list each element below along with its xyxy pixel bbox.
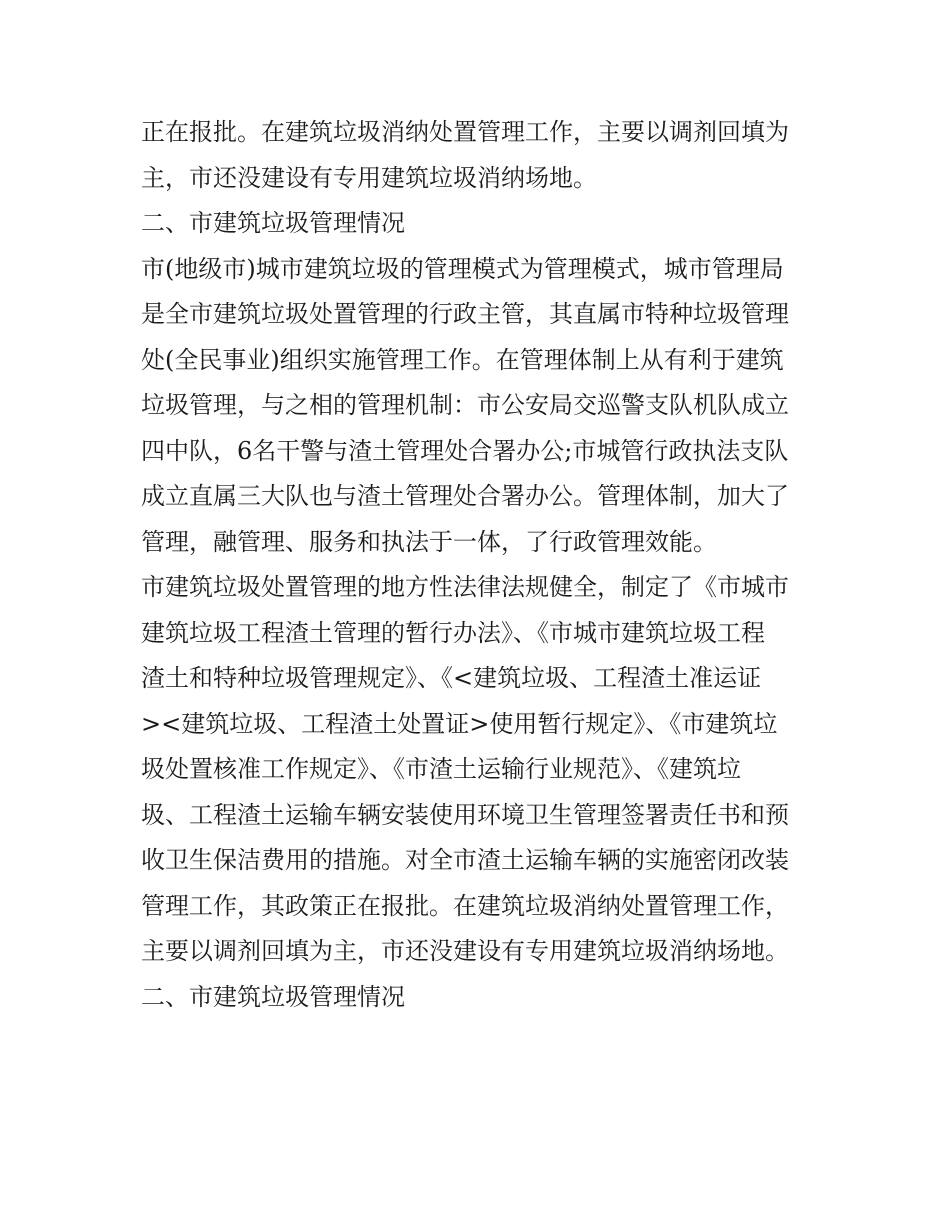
body-text — [141, 110, 813, 1020]
text-line: 处(全民事业)组织实施管理工作。在管理体制上从有利于建筑 — [141, 345, 784, 374]
text-line: 垃圾管理，与之相的管理机制：市公安局交巡警支队机队成立 — [141, 391, 789, 419]
section-heading: 二、市建筑垃圾管理情况 — [141, 209, 405, 237]
text-line: 正在报批。在建筑垃圾消纳处置管理工作，主要以调剂回填为 — [141, 118, 789, 146]
text-line: 主，市还没建设有专用建筑垃圾消纳场地。 — [141, 163, 597, 192]
text-line: 管理，融管理、服务和执法于一体，了行政管理效能。 — [141, 527, 717, 556]
text-line: 四中队，6名干警与渣土管理处合署办公;市城管行政执法支队 — [141, 436, 789, 465]
text-line: 建筑垃圾工程渣土管理的暂行办法》、《市城市建筑垃圾工程 — [141, 618, 765, 647]
section-heading: 二、市建筑垃圾管理情况 — [141, 982, 405, 1011]
text-line: 渣土和特种垃圾管理规定》、《<建筑垃圾、工程渣土准运证 — [141, 664, 762, 692]
text-line: ><建筑垃圾、工程渣土处置证>使用暂行规定》、《市建筑垃 — [141, 709, 778, 738]
text-line: 管理工作，其政策正在报批。在建筑垃圾消纳处置管理工作， — [141, 891, 789, 920]
text-line: 收卫生保洁费用的措施。对全市渣土运输车辆的实施密闭改装 — [141, 846, 789, 874]
text-line: 成立直属三大队也与渣土管理处合署办公。管理体制，加大了 — [141, 482, 789, 510]
text-line: 市建筑垃圾处置管理的地方性法律法规健全，制定了《市城市 — [141, 573, 789, 601]
text-line: 圾、工程渣土运输车辆安装使用环境卫生管理签署责任书和预 — [141, 800, 789, 829]
text-line: 是全市建筑垃圾处置管理的行政主管，其直属市特种垃圾管理 — [141, 300, 789, 328]
text-line: 主要以调剂回填为主，市还没建设有专用建筑垃圾消纳场地。 — [141, 937, 789, 965]
text-line: 市(地级市)城市建筑垃圾的管理模式为管理模式，城市管理局 — [141, 254, 784, 283]
text-line: 圾处置核准工作规定》、《市渣土运输行业规范》、《建筑垃 — [141, 755, 741, 783]
